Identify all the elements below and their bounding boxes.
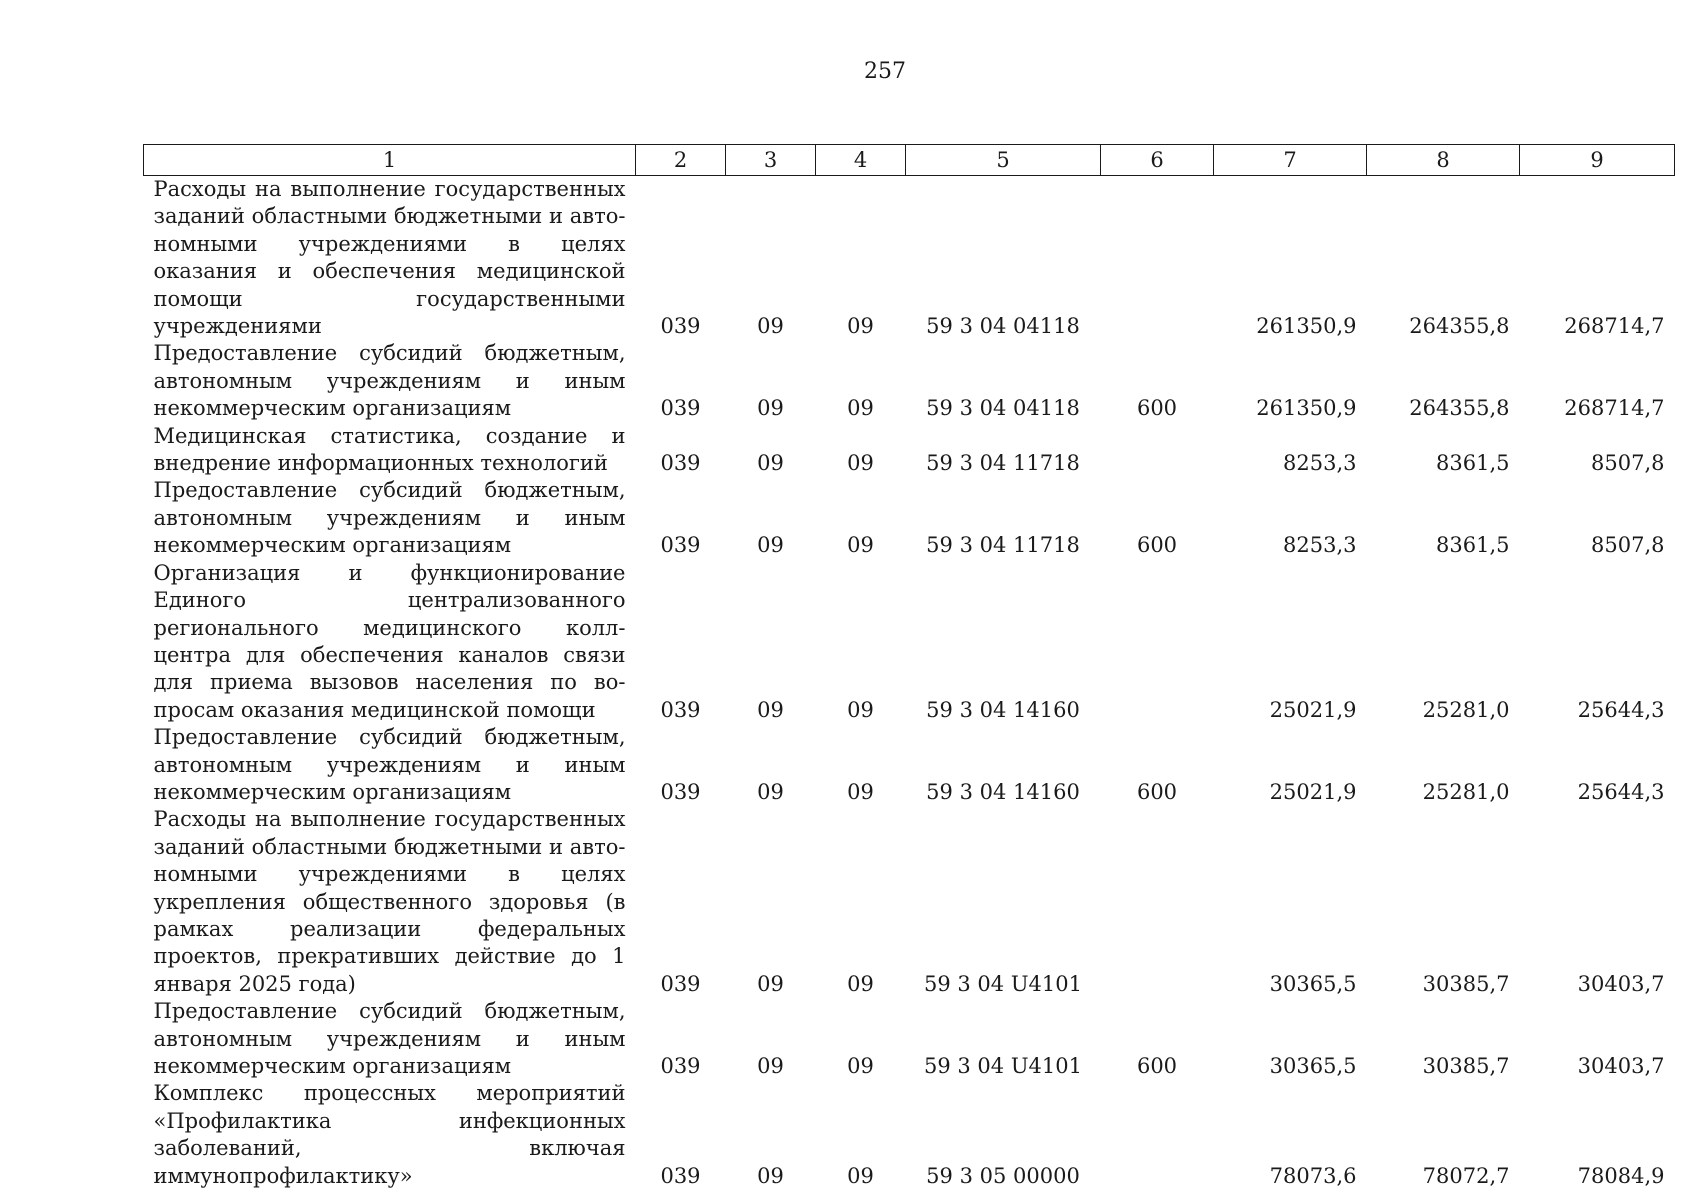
- amount-year-2: 264355,8: [1409, 396, 1510, 421]
- amount-year-3: 8507,8: [1591, 533, 1665, 558]
- header-row: [144, 145, 1675, 176]
- ministry-code: 039: [660, 396, 701, 421]
- target-article-code: 59 3 04 04118: [926, 314, 1080, 339]
- table-row: [144, 477, 1675, 559]
- amount-year-1: 8253,3: [1283, 533, 1357, 558]
- subsection-code: 09: [847, 396, 874, 421]
- expense-kind-code: [1101, 423, 1214, 478]
- budget-table: [143, 144, 1675, 1190]
- table-row: [144, 724, 1675, 806]
- column-header-3: 3: [726, 145, 816, 176]
- amount-year-1: 25021,9: [1269, 779, 1357, 804]
- amount-year-3: 268714,7: [1564, 396, 1665, 421]
- amount-year-2: 8361,5: [1436, 451, 1510, 476]
- table-header: [144, 145, 1675, 176]
- expense-kind-code: 600: [1136, 533, 1178, 558]
- target-article-code: 59 3 04 11718: [926, 451, 1080, 476]
- amount-year-3: 78084,9: [1577, 1163, 1665, 1188]
- amount-year-2: 30385,7: [1422, 971, 1510, 996]
- column-header-9: 9: [1520, 145, 1675, 176]
- ministry-code: 039: [660, 1163, 701, 1188]
- subsection-code: 09: [847, 971, 874, 996]
- expense-kind-code: 600: [1136, 779, 1178, 804]
- expense-kind-code: [1101, 560, 1214, 724]
- amount-year-2: 8361,5: [1436, 533, 1510, 558]
- amount-year-2: 30385,7: [1422, 1054, 1510, 1078]
- ministry-code: 039: [660, 1054, 701, 1078]
- amount-year-2: 78072,7: [1422, 1163, 1510, 1188]
- page-number: 257: [864, 59, 906, 84]
- column-header-8: 8: [1367, 145, 1520, 176]
- table-row: [144, 998, 1675, 1080]
- expense-name: Медицинская статистика, создание и внедрение информационных технологий: [153, 423, 626, 476]
- column-header-6: 6: [1101, 145, 1214, 176]
- column-header-4: 4: [816, 145, 906, 176]
- amount-year-3: 268714,7: [1564, 314, 1665, 339]
- amount-year-3: 25644,3: [1577, 779, 1665, 804]
- section-code: 09: [757, 396, 784, 421]
- table-row: [144, 176, 1675, 341]
- expense-kind-code: [1101, 806, 1214, 998]
- table-row: [144, 423, 1675, 478]
- table-body: [144, 176, 1675, 1191]
- amount-year-1: 25021,9: [1269, 697, 1357, 722]
- expense-name: Расходы на выполнение государственных заданий областными бюджетными и автономными учреждениями в целях укрепления общественного здоровья (в рамках реализации федеральных проектов, прекративших действие до 1 января 2025 года): [153, 807, 626, 996]
- subsection-code: 09: [847, 779, 874, 804]
- amount-year-3: 25644,3: [1577, 697, 1665, 722]
- expense-name: Организация и функционирование Единого централизованного регионального медицинского колл-центра для обеспечения каналов связи для приема вызовов населения по вопросам оказания медицинской помощи: [153, 560, 626, 722]
- ministry-code: 039: [660, 697, 701, 722]
- expense-name: Предоставление субсидий бюджетным, автономным учреждениям и иным некоммерческим организациям: [153, 341, 626, 421]
- subsection-code: 09: [847, 533, 874, 558]
- section-code: 09: [757, 451, 784, 476]
- expense-name: Предоставление субсидий бюджетным, автономным учреждениям и иным некоммерческим организациям: [153, 478, 626, 558]
- column-header-1: 1: [144, 145, 636, 176]
- expense-name: Предоставление субсидий бюджетным, автономным учреждениям и иным некоммерческим организациям: [153, 725, 626, 804]
- ministry-code: 039: [660, 779, 701, 804]
- section-code: 09: [757, 314, 784, 339]
- table-row: [144, 340, 1675, 422]
- target-article-code: 59 3 04 14160: [926, 697, 1080, 722]
- section-code: 09: [757, 697, 784, 722]
- target-article-code: 59 3 04 14160: [926, 779, 1080, 804]
- section-code: 09: [757, 971, 784, 996]
- amount-year-2: 264355,8: [1409, 314, 1510, 339]
- column-header-5: 5: [906, 145, 1101, 176]
- amount-year-3: 30403,7: [1577, 1054, 1665, 1078]
- expense-name: Комплекс процессных мероприятий «Профилактика инфекционных заболеваний, включая иммунопрофилактику»: [153, 1081, 626, 1188]
- ministry-code: 039: [660, 314, 701, 339]
- table-row: [144, 1080, 1675, 1190]
- ministry-code: 039: [660, 451, 701, 476]
- subsection-code: 09: [847, 1163, 874, 1188]
- target-article-code: 59 3 04 04118: [926, 396, 1080, 421]
- section-code: 09: [757, 1163, 784, 1188]
- table-row: [144, 560, 1675, 724]
- amount-year-1: 8253,3: [1283, 451, 1357, 476]
- section-code: 09: [757, 1054, 784, 1078]
- amount-year-2: 25281,0: [1422, 779, 1510, 804]
- amount-year-1: 30365,5: [1269, 971, 1357, 996]
- amount-year-2: 25281,0: [1422, 697, 1510, 722]
- expense-kind-code: 600: [1136, 396, 1178, 421]
- column-header-7: 7: [1214, 145, 1367, 176]
- amount-year-3: 30403,7: [1577, 971, 1665, 996]
- column-header-2: 2: [636, 145, 726, 176]
- table-row: [144, 806, 1675, 998]
- target-article-code: 59 3 04 11718: [926, 533, 1080, 558]
- amount-year-1: 30365,5: [1269, 1054, 1357, 1078]
- amount-year-1: 261350,9: [1256, 396, 1357, 421]
- ministry-code: 039: [660, 533, 701, 558]
- section-code: 09: [757, 779, 784, 804]
- amount-year-1: 261350,9: [1256, 314, 1357, 339]
- amount-year-1: 78073,6: [1269, 1163, 1357, 1188]
- subsection-code: 09: [847, 451, 874, 476]
- expense-name: Предоставление субсидий бюджетным, автономным учреждениям и иным некоммерческим организациям: [153, 999, 626, 1078]
- section-code: 09: [757, 533, 784, 558]
- amount-year-3: 8507,8: [1591, 451, 1665, 476]
- target-article-code: 59 3 04 U4101: [924, 971, 1082, 996]
- subsection-code: 09: [847, 1054, 874, 1078]
- expense-kind-code: 600: [1136, 1054, 1178, 1078]
- target-article-code: 59 3 04 U4101: [924, 1054, 1082, 1078]
- ministry-code: 039: [660, 971, 701, 996]
- expense-name: Расходы на выполнение государственных заданий областными бюджетными и автономными учреждениями в целях оказания и обеспечения медицинской помощи государственными учреждениями: [153, 177, 626, 339]
- expense-kind-code: [1101, 1080, 1214, 1190]
- subsection-code: 09: [847, 697, 874, 722]
- target-article-code: 59 3 05 00000: [926, 1163, 1080, 1188]
- expense-kind-code: [1101, 176, 1214, 341]
- subsection-code: 09: [847, 314, 874, 339]
